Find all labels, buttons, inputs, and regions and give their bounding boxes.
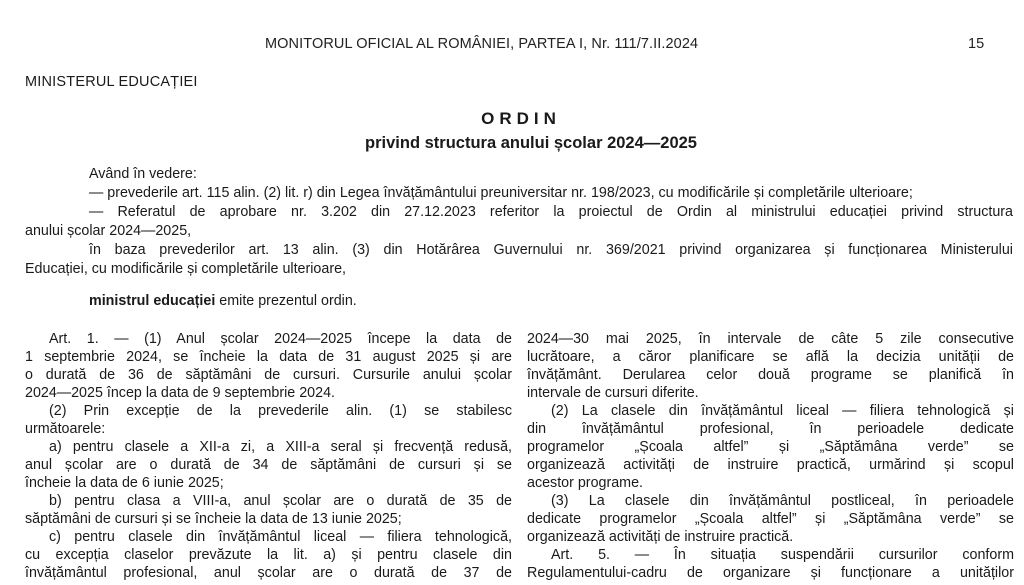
right-line: (2) La clasele din învățământul liceal — filiera tehnologică și	[551, 403, 1014, 419]
preamble-item-1: — prevederile art. 115 alin. (2) lit. r) din Legea învățământului preuniversitar nr. 198/2023, cu modificările și completările ulterioare;	[89, 185, 913, 201]
left-line: următoarele:	[25, 421, 106, 437]
right-line: programelor „Școala altfel” și „Săptămâna verde” se	[527, 439, 1014, 455]
preamble-basis-a: în baza prevederilor art. 13 alin. (3) din Hotărârea Guvernului nr. 369/2021 privind organizarea și funcționarea Ministerului	[89, 242, 1013, 258]
left-line: învățământul profesional, anul școlar are o durată de 37 de	[25, 565, 512, 581]
left-line: b) pentru clasa a VIII-a, anul școlar are o durată de 35 de	[49, 493, 512, 509]
right-line: lucrătoare, a căror planificare se află la decizia unității de	[527, 349, 1014, 365]
preamble-item-2b: anului școlar 2024—2025,	[25, 223, 192, 239]
right-line: dedicate programelor „Școala altfel” și „Săptămâna verde” se	[527, 511, 1014, 527]
ministry-name: MINISTERUL EDUCAȚIEI	[25, 74, 198, 90]
left-line: săptămâni de cursuri și se încheie la data de 13 iunie 2025;	[25, 511, 402, 527]
left-line: Art. 1. — (1) Anul școlar 2024—2025 începe la data de	[49, 331, 512, 347]
document-title: ORDIN	[481, 109, 561, 128]
right-line: acestor programe.	[527, 475, 644, 491]
issuer-statement	[25, 292, 1013, 311]
preamble-intro: Având în vedere:	[89, 166, 197, 182]
page-number: 15	[968, 36, 985, 52]
left-line: 1 septembrie 2024, se încheie la data de 31 august 2025 și are	[25, 349, 512, 365]
right-line: Art. 5. — În situația suspendării cursurilor conform	[551, 547, 1014, 563]
preamble-basis-b: Educației, cu modificările și completările ulterioare,	[25, 261, 347, 277]
right-line: din învățământul profesional, în perioadele dedicate	[527, 421, 1014, 437]
preamble-item-2a: — Referatul de aprobare nr. 3.202 din 27.12.2023 referitor la proiectul de Ordin al ministrului educației privind structura	[89, 204, 1013, 220]
issuer-rest: emite prezentul ordin.	[215, 293, 357, 309]
gazette-title: MONITORUL OFICIAL AL ROMÂNIEI, PARTEA I, Nr. 111/7.II.2024	[265, 36, 699, 52]
left-line: c) pentru clasele din învățământul liceal — filiera tehnologică,	[49, 529, 512, 545]
right-line: Regulamentului-cadru de organizare și funcționare a unităților	[527, 565, 1014, 581]
left-line: a) pentru clasele a XII-a zi, a XIII-a seral și frecvență redusă,	[49, 439, 512, 455]
left-line: 2024—2025 încep la data de 9 septembrie 2024.	[25, 385, 335, 401]
right-line: organizează activități de instruire practică, urmărind și scopul	[527, 457, 1014, 473]
document-subtitle: privind structura anului școlar 2024—2025	[365, 134, 697, 152]
right-line: intervale de cursuri diferite.	[527, 385, 699, 401]
right-line: (3) La clasele din învățământul postliceal, în perioadele	[551, 493, 1014, 509]
left-line: încheie la data de 6 iunie 2025;	[25, 475, 224, 491]
right-column	[527, 330, 1014, 582]
left-column	[25, 330, 512, 582]
right-line: învățământ. Derularea celor două programe se planifică în	[527, 367, 1014, 383]
left-line: anul școlar are o durată de 34 de săptămâni de cursuri și se	[25, 457, 512, 473]
left-line: o durată de 36 de săptămâni de cursuri. Cursurile anului școlar	[25, 367, 512, 383]
right-line: organizează activități de instruire practică.	[527, 529, 794, 545]
left-line: (2) Prin excepție de la prevederile alin. (1) se stabilesc	[49, 403, 512, 419]
issuer-name: ministrul educației	[89, 293, 216, 309]
left-line: cu excepția claselor prevăzute la lit. a) și pentru clasele din	[25, 547, 512, 563]
right-line: 2024—30 mai 2025, în intervale de câte 5 zile consecutive	[527, 331, 1014, 347]
preamble	[25, 165, 1013, 311]
